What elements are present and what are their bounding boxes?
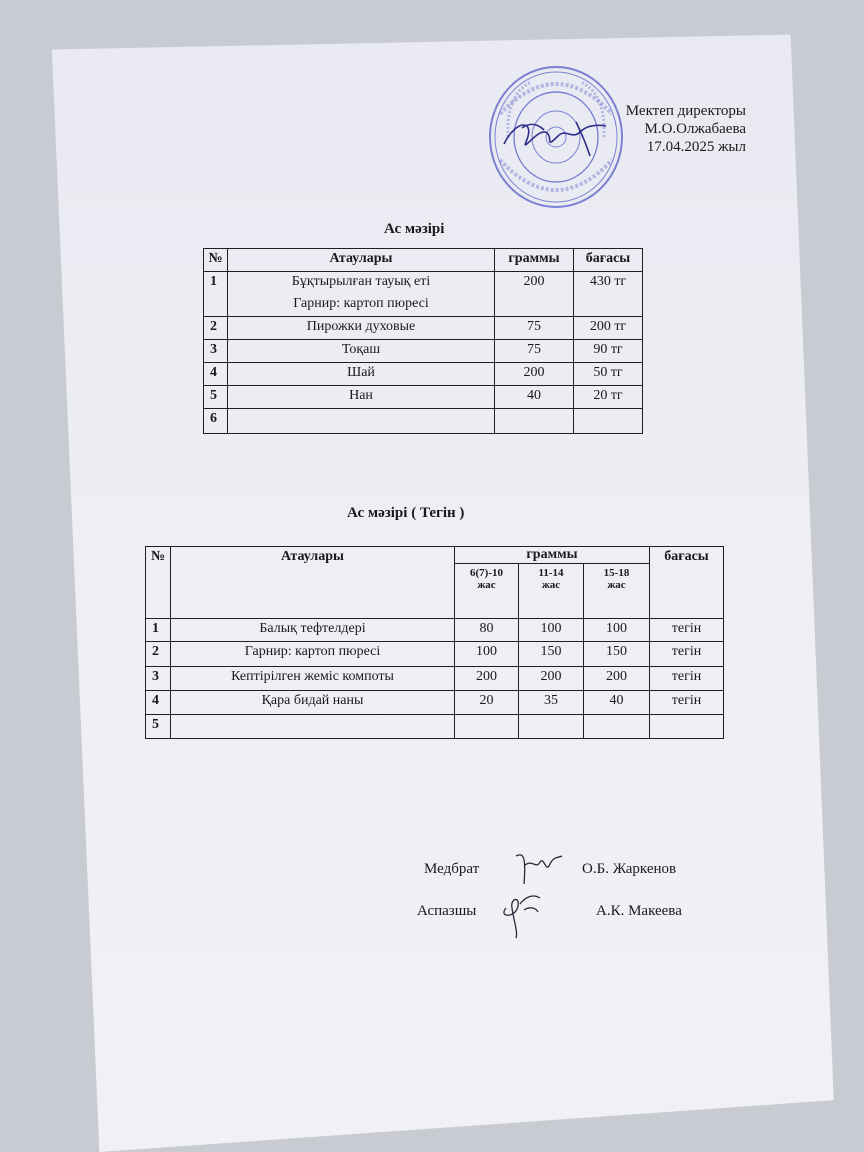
approval-block bbox=[560, 102, 746, 156]
menu1-row4-grams: 200 bbox=[494, 362, 574, 386]
menu1-row5-price: 20 тг bbox=[573, 385, 643, 409]
menu2-row2-name: Гарнир: картоп пюресі bbox=[170, 641, 455, 667]
menu2-row3-g2: 200 bbox=[518, 666, 584, 691]
menu2-age-group-1-range: 6(7)-10 bbox=[470, 567, 503, 579]
menu2-row1-g3: 100 bbox=[583, 618, 650, 642]
menu2-row3-num: 3 bbox=[145, 666, 171, 691]
menu2-header-num: № bbox=[145, 546, 171, 619]
menu2-row4-g1: 20 bbox=[454, 690, 519, 715]
menu1-row2-num: 2 bbox=[203, 316, 228, 340]
menu1-header-name: Атаулары bbox=[227, 248, 495, 272]
menu2-row4-g3: 40 bbox=[583, 690, 650, 715]
menu1-row6-price bbox=[573, 408, 643, 434]
menu1-row1-grams: 200 bbox=[494, 271, 574, 317]
menu2-row1-g1: 80 bbox=[454, 618, 519, 642]
menu1-row1-name bbox=[227, 271, 495, 317]
nurse-role: Медбрат bbox=[424, 861, 480, 877]
menu1-row3-name: Тоқаш bbox=[227, 339, 495, 363]
menu1-row5-name: Нан bbox=[227, 385, 495, 409]
approval-director-name: М.О.Олжабаева bbox=[644, 121, 746, 137]
menu1-row1-num: 1 bbox=[203, 271, 228, 317]
cook-role: Аспазшы bbox=[417, 903, 477, 919]
menu1-row2-grams: 75 bbox=[494, 316, 574, 340]
menu2-row5-num: 5 bbox=[145, 714, 171, 739]
menu2-row2-price: тегін bbox=[649, 641, 724, 667]
menu1-row5-num: 5 bbox=[203, 385, 228, 409]
menu2-row4-num: 4 bbox=[145, 690, 171, 715]
menu1-row1-name-line2: Гарнир: картоп пюресі bbox=[293, 296, 429, 311]
menu2-age-group-2-unit: жас bbox=[541, 579, 561, 591]
menu2-row2-num: 2 bbox=[145, 641, 171, 667]
menu2-header-name: Атаулары bbox=[170, 546, 455, 619]
menu1-title: Ас мәзірі bbox=[384, 221, 445, 237]
menu2-row4-name: Қара бидай наны bbox=[170, 690, 455, 715]
menu2-row3-g3: 200 bbox=[583, 666, 650, 691]
menu2-header-price: бағасы bbox=[649, 546, 724, 619]
nurse-name: О.Б. Жаркенов bbox=[582, 861, 677, 877]
cook-name: А.К. Макеева bbox=[596, 903, 682, 919]
menu1-row4-name: Шай bbox=[227, 362, 495, 386]
menu1-row6-grams bbox=[494, 408, 574, 434]
menu2-row4-g2: 35 bbox=[518, 690, 584, 715]
menu2-title: Ас мәзірі ( Тегін ) bbox=[347, 505, 465, 521]
menu1-row4-price: 50 тг bbox=[573, 362, 643, 386]
menu1-row6-num: 6 bbox=[203, 408, 228, 434]
menu1-row2-name: Пирожки духовые bbox=[227, 316, 495, 340]
menu2-age-group-3-range: 15-18 bbox=[603, 567, 630, 579]
menu1-row3-grams: 75 bbox=[494, 339, 574, 363]
menu2-row5-g3 bbox=[583, 714, 650, 739]
menu1-row1-price: 430 тг bbox=[573, 271, 643, 317]
menu1-row3-num: 3 bbox=[203, 339, 228, 363]
nurse-signature bbox=[510, 848, 570, 890]
menu2-row3-price: тегін bbox=[649, 666, 724, 691]
menu2-row1-num: 1 bbox=[145, 618, 171, 642]
menu2-row1-name: Балық тефтелдері bbox=[170, 618, 455, 642]
menu2-row5-g1 bbox=[454, 714, 519, 739]
menu2-age-group-1-unit: жас bbox=[477, 579, 496, 591]
menu2-row1-price: тегін bbox=[649, 618, 724, 642]
cook-signature bbox=[496, 888, 546, 940]
menu1-row2-price: 200 тг bbox=[573, 316, 643, 340]
menu1-row3-price: 90 тг bbox=[573, 339, 643, 363]
approval-date: 17.04.2025 жыл bbox=[646, 139, 746, 155]
menu2-row2-g2: 150 bbox=[518, 641, 584, 667]
menu1-header-grams: граммы bbox=[494, 248, 574, 272]
menu1-row6-name bbox=[227, 408, 495, 434]
menu1-row4-num: 4 bbox=[203, 362, 228, 386]
menu2-row3-g1: 200 bbox=[454, 666, 519, 691]
menu2-age-group-3-unit: жас bbox=[607, 579, 626, 591]
menu1-row5-grams: 40 bbox=[494, 385, 574, 409]
menu1-header-num: № bbox=[203, 248, 228, 272]
menu2-age-group-1 bbox=[454, 563, 519, 619]
menu2-row1-g2: 100 bbox=[518, 618, 584, 642]
menu2-age-group-2 bbox=[518, 563, 584, 619]
menu2-header-grams: граммы bbox=[454, 546, 650, 564]
menu2-row3-name: Кептірілген жеміс компоты bbox=[170, 666, 455, 691]
menu2-row4-price: тегін bbox=[649, 690, 724, 715]
menu2-row2-g1: 100 bbox=[454, 641, 519, 667]
menu2-row5-price bbox=[649, 714, 724, 739]
menu2-row2-g3: 150 bbox=[583, 641, 650, 667]
menu2-row5-name bbox=[170, 714, 455, 739]
approval-title: Мектеп директоры bbox=[625, 103, 746, 119]
menu2-age-group-3 bbox=[583, 563, 650, 619]
menu1-row1-name-line1: Бұқтырылған тауық еті bbox=[291, 274, 431, 289]
menu2-row5-g2 bbox=[518, 714, 584, 739]
menu2-age-group-2-range: 11-14 bbox=[538, 567, 564, 579]
menu1-header-price: бағасы bbox=[573, 248, 643, 272]
